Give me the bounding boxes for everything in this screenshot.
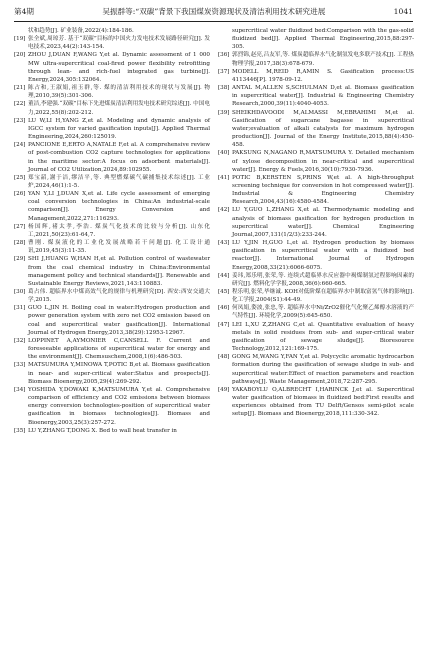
reference-number: [30] (14, 289, 26, 295)
reference-text: YOSHIDA Y,DOWAKI K,MATSUMURA Y,et al. Comprehensive comparison of efficiency and CO2 emissions between biomass energy conversion technologies-position of supercritical water gasification in biomass technologies[J]. Biomass and Bioenergy,2003,25(3):257-272. (28, 386, 210, 426)
reference-entry (14, 190, 210, 223)
reference-text: MODELL M,REID R,AMIN S. Gasification process:US 4113446[P]. 1978-09-12. (232, 68, 414, 83)
reference-entry (14, 35, 210, 51)
reference-text: LU Y,JIN H,GUO L,et al. Hydrogen production by biomass gasification in supercritical water with a fluidized bed reactor[J]. International Journal of Hydrogen Energy,2008,33(21):6066-6075. (232, 240, 414, 271)
reference-number: [22] (14, 101, 26, 108)
reference-number: [28] (14, 240, 26, 247)
reference-text: ZHOU J,DUAN F,WANG Y,et al. Dynamic assessment of 1 000 MW ultra-supercritical coal-fired power flexibility retrofitting through lean- and rich-fuel integrated gas turbine[J]. Energy,2024,305:132064. (28, 52, 210, 83)
reference-entry (14, 174, 210, 190)
reference-entry (14, 51, 210, 84)
reference-entry (14, 27, 210, 35)
reference-number: [36] (218, 52, 230, 59)
reference-text: GONG M,WANG Y,FAN Y,et al. Polycyclic aromatic hydrocarbon formation during the gasification of sewage sludge in sub- and supercritical water:Effect of reaction parameters and reaction pathways[J]. Waste Management,2018,72:287-295. (232, 354, 414, 385)
reference-text: 陈占和,王淑娟,祖玉群,等. 煤的清洁利用技术的现状与发展[J]. 物理,2010,39(5):301-306. (28, 85, 210, 100)
header-rule (14, 21, 413, 22)
reference-entry (218, 68, 414, 84)
reference-entry (14, 386, 210, 427)
reference-number: [23] (14, 117, 26, 124)
reference-number: [40] (218, 150, 230, 157)
reference-entry (218, 288, 414, 304)
reference-number: [29] (14, 256, 26, 263)
running-header (14, 6, 413, 20)
reference-entry (14, 255, 210, 288)
reference-number: [41] (218, 174, 230, 181)
reference-text: PAKSUNG N,NAGANO R,MATSUMURA Y. Detailed mechanism of xylose decomposition in near-critical and supercritical water[J]. Energy & Fuels,2016,30(10):7930-7936. (232, 150, 414, 173)
reference-entry (14, 361, 210, 385)
reference-text: 郑宝韶,謝于洁,缪洁平,等. 典型燃煤碳气碳捕集技术综述[J]. 工业炉,2024,46(1):1-5. (28, 174, 210, 189)
reference-entry (218, 174, 414, 207)
reference-text: MATSUMURA Y,MINOWA T,POTIC B,et al. Biomass gasification in near- and super-critical water:Status and prospects[J]. Biomass Bioenergy,2005,29(4):269-292. (28, 362, 210, 385)
reference-number: [37] (218, 68, 230, 75)
reference-text: SHI J,HUANG W,HAN H,et al. Pollution control of wastewater from the coal chemical industry in China:Environmental management policy and technical standards[J]. Renewable and Sustainable Energy Reviews,2021,143:110883. (28, 256, 210, 287)
reference-entry (218, 84, 414, 108)
reference-entry (14, 304, 210, 337)
reference-number: [27] (14, 223, 26, 230)
reference-text: ANTAL M,ALLEN S,SCHULMAN D,et al. Biomass gasification in supercritical water[J]. Industrial & Engineering Chemistry Research,2000,39(11):4040-4053. (232, 85, 414, 108)
reference-number (14, 27, 28, 35)
reference-text: 董洁,李建强.“双碳”目标下先进煤炭清洁利用发电技术研究综述[J]. 中国电力,2022,55(8):202-212. (28, 101, 210, 116)
references-column-left (14, 27, 210, 435)
reference-number: [43] (218, 240, 230, 247)
reference-number: [21] (14, 85, 26, 92)
reference-entry (14, 337, 210, 361)
reference-text: supercritical water fluidized bed:Comparison with the gas-solid fluidized bed[J]. Applied Thermal Engineering,2015,88:297-305. (232, 28, 414, 51)
reference-entry (218, 109, 414, 150)
reference-text: LEI L,XU Z,ZHANG C,et al. Quantitative evaluation of heavy metals in solid residues from sub- and super-critical water gasification of sewage sludge[J]. Bioresource Technology,2012,121:169-175. (232, 321, 414, 353)
reference-entry (218, 353, 414, 386)
reference-number: [31] (14, 305, 26, 312)
reference-number: [33] (14, 362, 26, 369)
reference-number (218, 27, 232, 51)
reference-number: [44] (218, 272, 230, 279)
reference-text: 程乐明,张荣,毕继诚. KOH对低阶煤在超临界水中制取富氢气体的影响[J]. 化工学报,2004(S1):44-49. (232, 289, 414, 304)
reference-text: POTIC B,KERSTEN S,PRINS W,et al. A high-throughput screening technique for conversion in hot compressed water[J]. Industrial & Engineering Chemistry Research,2004,43(16):4580-4584. (232, 174, 414, 206)
reference-text: LOPPINET A,AYMONIER C,CANSELL F. Current and foreseeable applications of supercritical water for energy and the environment[J]. Chemsuschem,2008,1(6):486-503. (28, 337, 210, 361)
reference-text: 杨国辉,褚太孝,李浩. 煤炭气化技术的比较与分析[J]. 山东化工,2021,50(23):61-64,7. (28, 223, 210, 238)
reference-number: [35] (14, 427, 26, 434)
reference-number: [39] (218, 109, 230, 116)
reference-entry (218, 149, 414, 173)
reference-entry (218, 239, 414, 272)
reference-number: [42] (218, 207, 230, 214)
reference-entry (14, 239, 210, 255)
reference-text: 姜玮,郑乐明,张荣,等. 连续式超临界水反应器中褐煤制氢过程影响因素的研究[J]. 燃料化学学报,2008,36(6):660-665. (232, 272, 414, 287)
reference-entry (218, 206, 414, 239)
references-column-right (218, 27, 414, 419)
reference-number: [49] (218, 386, 230, 393)
reference-number: [24] (14, 142, 26, 149)
reference-text: LU W,LI H,YANG Z,et al. Modeling and dynamic analysis of IGCC system for varied gasification inputs[J]. Applied Thermal Engineering,2024,260:125019. (28, 117, 210, 141)
reference-text: LU Y,GUO L,ZHANG X,et al. Thermodynamic modeling and analysis of biomass gasification for hydrogen production in supercritical water[J]. Chemical Engineering Journal,2007,131(1/2/3):233-244. (232, 207, 414, 238)
reference-entry (14, 117, 210, 141)
reference-number: [32] (14, 337, 26, 344)
reference-text: YAN Y,LI J,DUAN X,et al. Life cycle assessment of emerging coal conversion technologies in China:An industrial-scale comparison[J]. Energy Conversion and Management,2022,271:116293. (28, 191, 210, 222)
reference-text: 张全斌,周琼芳. 基于“双碳”目标的中国火力发电技术发展路径研究[J]. 发电技术,2023,44(2):143-154. (28, 36, 210, 51)
reference-text: 曹刚. 煤炭液化的工业化发展战略若干问题[J]. 化工设计通讯,2019,45(3):11-35. (28, 240, 210, 255)
issue-number: 第4期 (14, 7, 35, 16)
reference-text: GUO L,JIN H. Boiling coal in water:Hydrogen production and power generation system with zero net CO2 emission based on coal and supercritical water gasification[J]. International Journal of Hydrogen Energy,2013,38(29):12953-12967. (28, 305, 210, 336)
reference-text: YAKABOYLU O,ALBRECHT I,HARINCK J,et al. Supercritical water gasification of biomass in fluidized bed:First results and experiences obtained from TU Delft/Gensos semi-pilot scale setup[J]. Biomass and Bioenergy,2018,111:330-342. (232, 386, 414, 418)
reference-number: [25] (14, 174, 26, 181)
reference-number: [19] (14, 36, 26, 43)
reference-text: PANCIONE E,ERTO A,NATALE F,et al. A comprehensive review of post-combustion CO2 capture technologies for applications in the maritime sector:A focus on adsorbent materials[J]. Journal of CO2 Utilization,2024,89:102955. (28, 142, 210, 173)
reference-entry (14, 141, 210, 174)
reference-number: [38] (218, 85, 230, 92)
reference-number: [46] (218, 305, 230, 312)
reference-number: [45] (218, 289, 230, 295)
reference-text: LU Y,ZHANG T,DONG X. Bed to wall heat transfer in (28, 427, 177, 434)
reference-text: 郭烈锦,赵亮,吕友军,等. 煤炭超临界水气化制氢发电多联产技术[J]. 工程热物理学报,2017,38(3):678-679. (232, 52, 414, 67)
article-title-header: 吴振群等:“双碳”背景下我国煤炭资源现状及清洁利用技术研究进展 (102, 7, 326, 16)
reference-number: [48] (218, 354, 230, 361)
reference-text: 状和趋势[J]. 矿业装备,2022(4):184-186. (28, 28, 134, 34)
reference-entry (218, 27, 414, 51)
reference-entry (218, 51, 414, 67)
reference-number: [47] (218, 321, 230, 328)
reference-number: [26] (14, 191, 26, 198)
reference-entry (14, 100, 210, 116)
reference-text: SHEIKHDAVOODI M,ALMASSI M,EBRAHIMI M,et al. Gasification of sugarcane bagasse in supercritical water;evaluation of alkali catalysts for maximum hydrogen production[J]. Journal of the Energy Institute,2015,88(4):450-458. (232, 109, 414, 149)
reference-number: [20] (14, 52, 26, 59)
reference-entry (218, 386, 414, 419)
reference-entry (218, 272, 414, 288)
reference-text: 葛占伟. 超临界水中煤高效气化的规律与机理研究[D]. 西安:西安交通大学,2015. (28, 289, 210, 304)
reference-entry (14, 288, 210, 304)
reference-number: [34] (14, 386, 26, 393)
reference-entry (14, 84, 210, 100)
reference-entry (218, 304, 414, 320)
page-number: 1041 (393, 7, 413, 16)
reference-entry (14, 223, 210, 239)
reference-entry (14, 427, 210, 435)
reference-entry (218, 321, 414, 354)
reference-text: 何凤娟,姿波,张忠,等. 超临界水中Ni/ZrO2催化气化聚乙烯醇水溶液的产气特性[J]. 环境化学,2009(5):645-650. (232, 305, 414, 320)
